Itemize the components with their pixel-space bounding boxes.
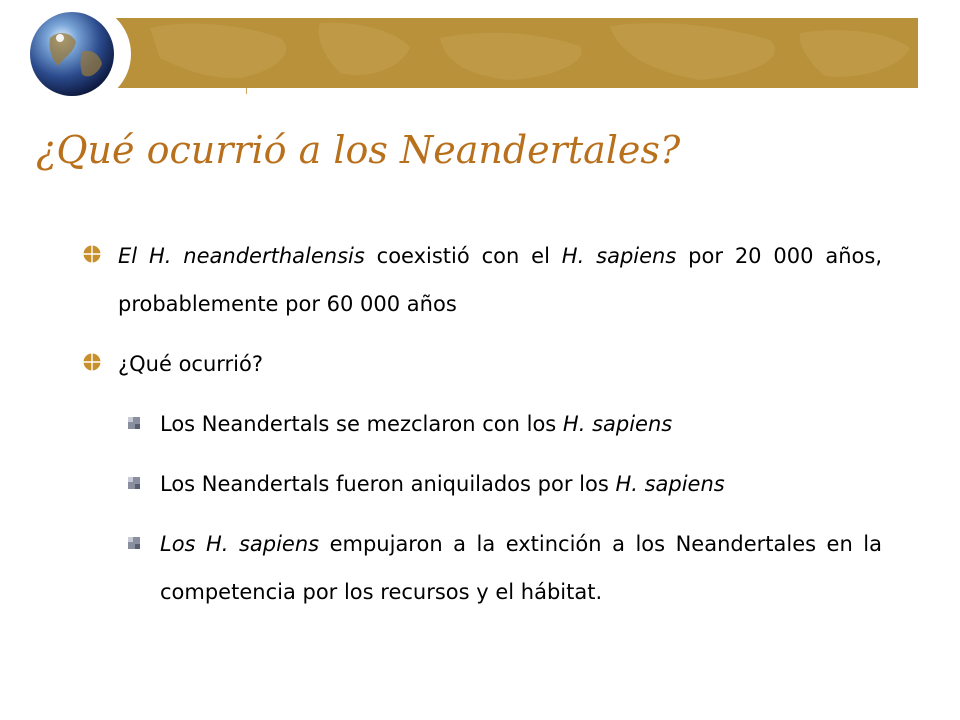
sub-bullet-item xyxy=(127,400,882,448)
sub-bullet-text: Los Neandertals se mezclaron con los H. sapiens xyxy=(160,412,673,436)
sub-bullet-item xyxy=(127,520,882,616)
bullet-icon xyxy=(82,244,102,264)
world-map-watermark xyxy=(110,18,918,88)
sub-bullet-text: Los Neandertals fueron aniquilados por los H. sapiens xyxy=(160,472,725,496)
globe-logo xyxy=(28,8,136,100)
header-banner xyxy=(110,18,918,88)
sub-bullet-icon xyxy=(127,476,141,490)
sub-bullet-text: Los H. sapiens empujaron a la extinción a los Neandertales en la competencia por los recursos y el hábitat. xyxy=(160,532,882,604)
bullet-text: ¿Qué ocurrió? xyxy=(118,352,264,376)
bullet-icon xyxy=(82,352,102,372)
sub-bullet-icon xyxy=(127,416,141,430)
bullet-item xyxy=(82,340,882,388)
bullet-text: El H. neanderthalensis coexistió con el H. sapiens por 20 000 años, probablemente por 60 000 años xyxy=(118,244,883,316)
bullet-list xyxy=(82,232,882,616)
sub-bullet-item xyxy=(127,460,882,508)
sub-bullet-icon xyxy=(127,536,141,550)
bullet-item xyxy=(82,232,882,328)
slide-title: ¿Qué ocurrió a los Neandertales? xyxy=(36,128,681,172)
banner-tick xyxy=(246,88,247,94)
